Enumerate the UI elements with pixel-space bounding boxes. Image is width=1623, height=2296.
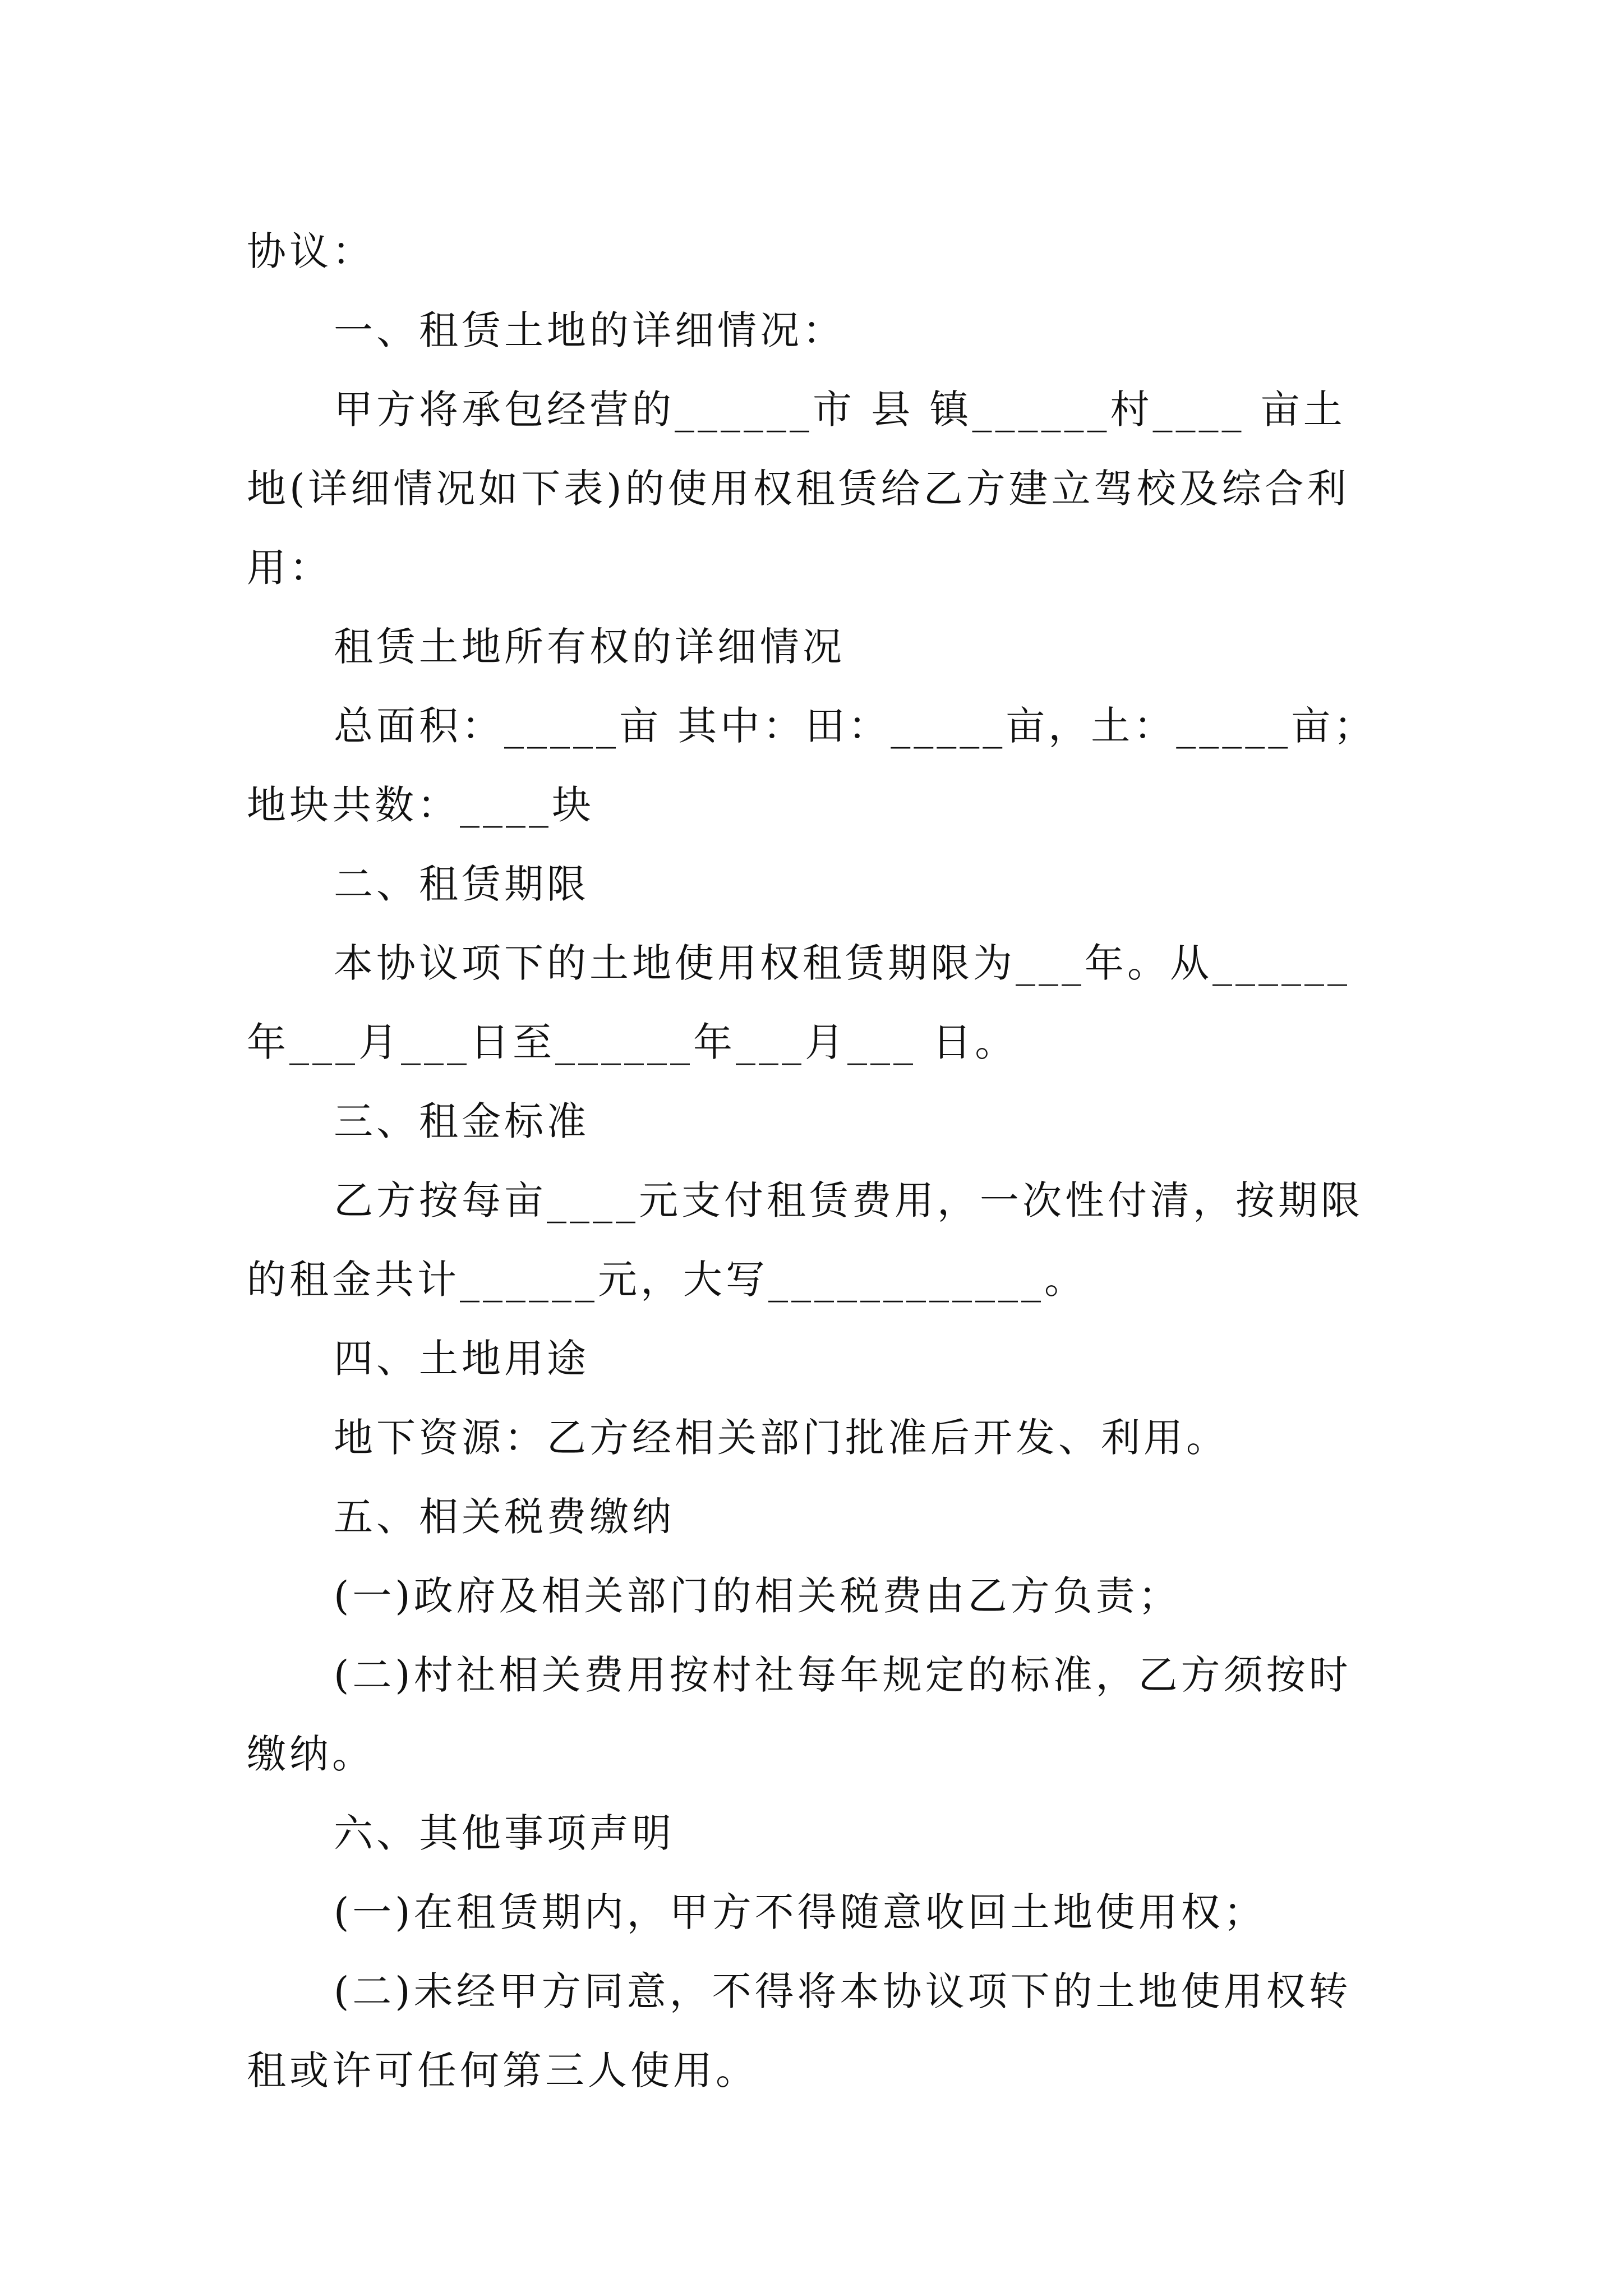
text-line-agreement: 协议： <box>247 228 375 274</box>
section-heading-1: 一、租赁土地的详细情况： <box>334 307 845 353</box>
section-heading-4: 四、土地用途 <box>334 1336 589 1382</box>
document-body <box>247 212 1377 2110</box>
paragraph-line: 年___月___日至______年___月___ 日。 <box>247 1019 1018 1065</box>
paragraph-line: 地下资源：乙方经相关部门批准后开发、利用。 <box>334 1415 1229 1461</box>
paragraph-line: 用： <box>247 545 332 591</box>
paragraph-line: 乙方按每亩____元支付租赁费用，一次性付清，按期限 <box>334 1177 1363 1223</box>
paragraph-line: 缴纳。 <box>247 1731 375 1777</box>
paragraph-line: 租赁土地所有权的详细情况 <box>334 624 845 670</box>
paragraph-line: 总面积：_____亩 其中：田：_____亩，土：_____亩； <box>334 703 1377 749</box>
section-heading-6: 六、其他事项声明 <box>334 1810 675 1856</box>
paragraph-line: (一)在租赁期内，甲方不得随意收回土地使用权； <box>334 1889 1266 1935</box>
section-heading-3: 三、租金标准 <box>334 1098 589 1144</box>
section-heading-2: 二、租赁期限 <box>334 861 589 907</box>
paragraph-line: 地(详细情况如下表)的使用权租赁给乙方建立驾校及综合利 <box>247 466 1350 512</box>
paragraph-line: 本协议项下的土地使用权租赁期限为___年。从______ <box>334 940 1350 986</box>
paragraph-line: (二)村社相关费用按村社每年规定的标准，乙方须按时 <box>334 1652 1352 1698</box>
paragraph-line: 的租金共计______元，大写____________。 <box>247 1257 1087 1303</box>
paragraph-line: 甲方将承包经营的______市 县 镇______村____ 亩土 <box>334 386 1346 432</box>
section-heading-5: 五、相关税费缴纳 <box>334 1494 675 1540</box>
paragraph-line: (二)未经甲方同意，不得将本协议项下的土地使用权转 <box>334 1968 1352 2014</box>
paragraph-line: 地块共数：____块 <box>247 782 594 828</box>
paragraph-line: (一)政府及相关部门的相关税费由乙方负责； <box>334 1573 1181 1619</box>
paragraph-line: 租或许可任何第三人使用。 <box>247 2047 758 2093</box>
